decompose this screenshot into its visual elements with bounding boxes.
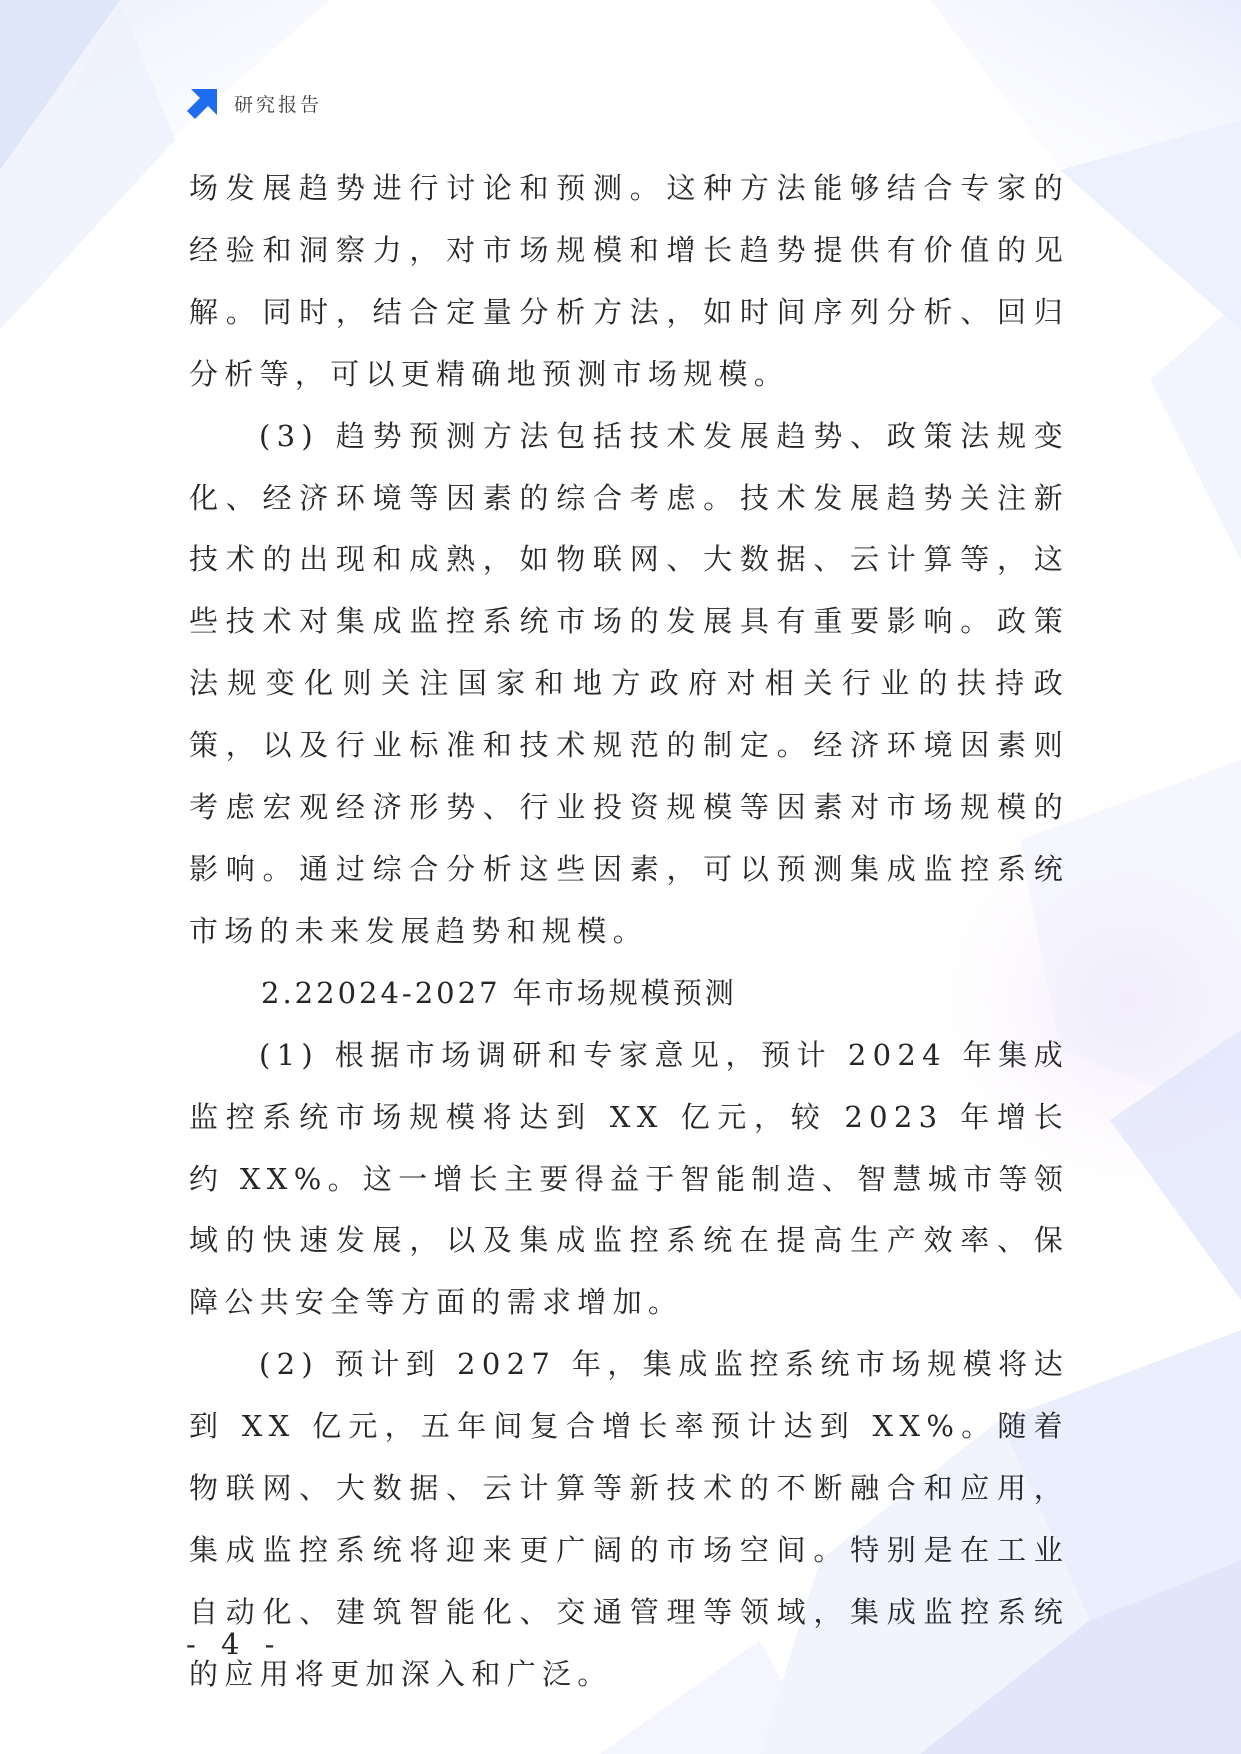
page-number: - 4 - bbox=[186, 1627, 283, 1661]
paragraph-2027-forecast: (2) 预计到 2027 年，集成监控系统市场规模将达到 XX 亿元，五年间复合增长率预计达到 XX%。随着物联网、大数据、云计算等新技术的不断融合和应用，集成监控系统将迎来更广阔的市场空间。特别是在工业自动化、建筑智能化、交通管理等领域，集成监控系统的应用将更加深入和广泛。 bbox=[189, 1347, 1069, 1691]
header-title: 研究报告 bbox=[234, 93, 323, 116]
document-body bbox=[189, 158, 1069, 1706]
arrow-up-right-logo-icon bbox=[186, 86, 220, 120]
paragraph-continuation: 场发展趋势进行讨论和预测。这种方法能够结合专家的经验和洞察力，对市场规模和增长趋势提供有价值的见解。同时，结合定量分析方法，如时间序列分析、回归分析等，可以更精确地预测市场规模。 bbox=[189, 171, 1069, 391]
paragraph-trend-forecast: (3) 趋势预测方法包括技术发展趋势、政策法规变化、经济环境等因素的综合考虑。技术发展趋势关注新技术的出现和成熟，如物联网、大数据、云计算等，这些技术对集成监控系统市场的发展具有重要影响。政策法规变化则关注国家和地方政府对相关行业的扶持政策，以及行业标准和技术规范的制定。经济环境因素则考虑宏观经济形势、行业投资规模等因素对市场规模的影响。通过综合分析这些因素，可以预测集成监控系统市场的未来发展趋势和规模。 bbox=[189, 418, 1069, 948]
paragraph-2024-forecast: (1) 根据市场调研和专家意见，预计 2024 年集成监控系统市场规模将达到 XX 亿元，较 2023 年增长约 XX%。这一增长主要得益于智能制造、智慧城市等领域的快速发展，以及集成监控系统在提高生产效率、保障公共安全等方面的需求增加。 bbox=[189, 1037, 1069, 1320]
section-heading: 2.22024-2027 年市场规模预测 bbox=[261, 975, 737, 1010]
report-header bbox=[186, 86, 322, 120]
